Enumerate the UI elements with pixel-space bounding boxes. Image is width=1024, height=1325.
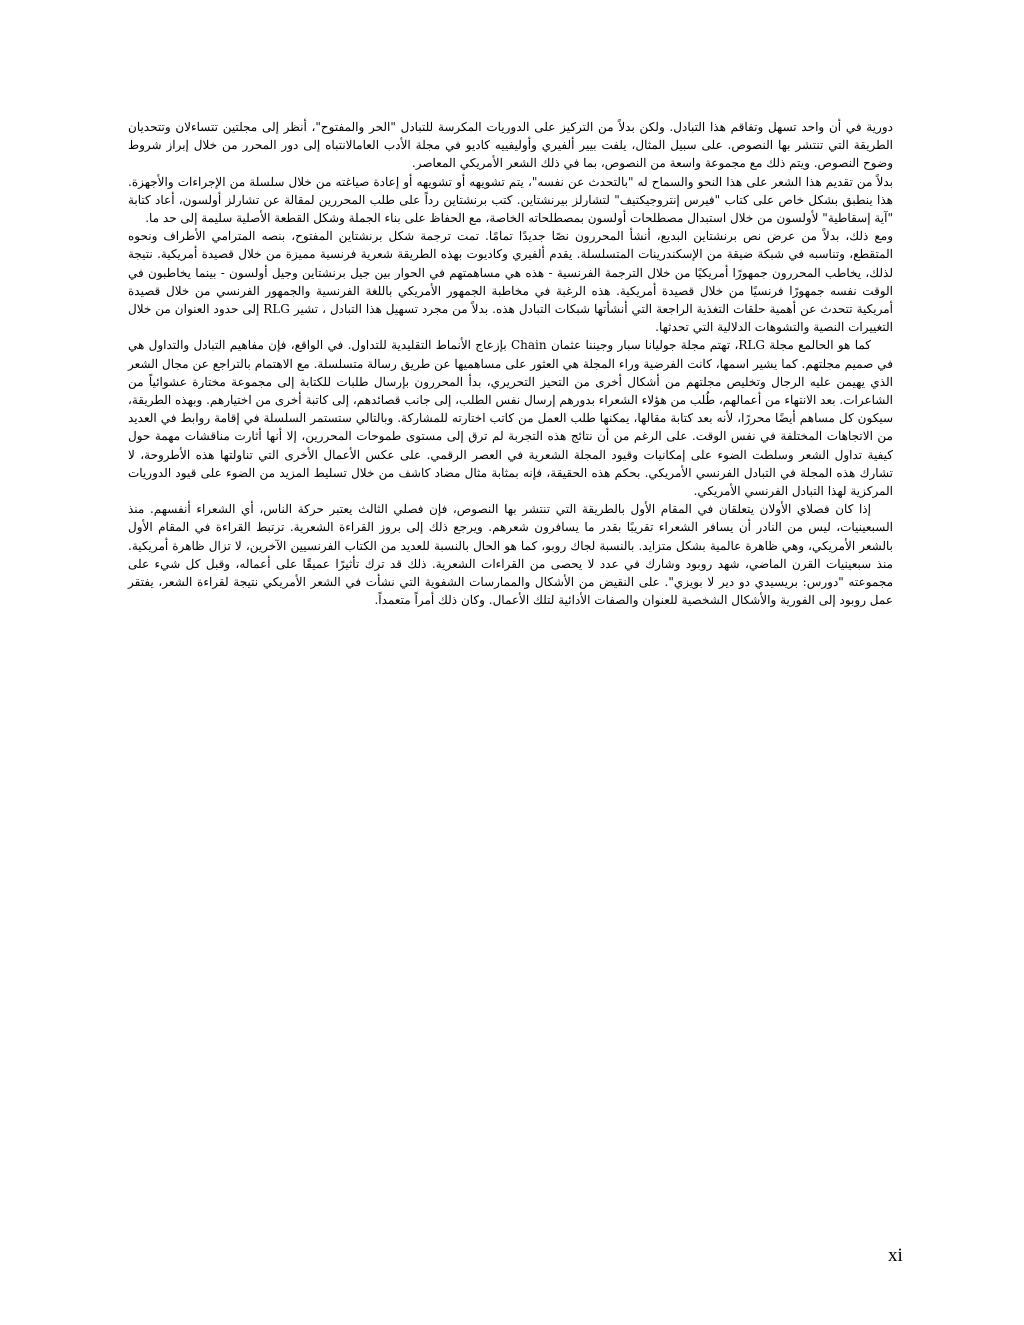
page-number: xi	[888, 1245, 903, 1266]
paragraph-4: كما هو الحالمع مجلة RLG، تهتم مجلة جوليانا سبار وجيننا عثمان Chain بإزعاج الأنماط التقليدية للتداول. في الواقع، فإن مفاهيم التبادل والتداول هي في صميم مجلتهم. كما يشير اسمها، كانت الفرضية وراء المجلة هي العثور على مساهميها عن طريق رسالة متسلسلة. مع الاهتمام بالتراجع عن مجال الشعر الذي يهيمن عليه الرجال وتخليص مجلتهم من أشكال أخرى من التحيز التحريري، بدأ المحررون بإرسال طلبات للكتابة إلى مجموعة مختارة عشوائياً من الشاعرات. بعد الانتهاء من أعمالهم، طُلب من هؤلاء الشعراء بدورهم إرسال نفس الطلب، إلى جانب قصائدهم، إلى كاتبة أخرى من اختيارهم. وبهذه الطريقة، سيكون كل مساهم أيضًا محررًا، لأنه بعد كتابة مقالها، يمكنها طلب العمل من كاتب اختارته للمشاركة. وبالتالي ستستمر السلسلة في إقامة روابط في العديد من الاتجاهات المختلفة في نفس الوقت. على الرغم من أن نتائج هذه التجربة لم ترق إلى مستوى طموحات المحررين، إلا أنها أثارت مناقشات مهمة حول كيفية تداول الشعر وسلطت الضوء على إمكانيات وقيود المجلة الشعرية في العصر الرقمي. على عكس الأعمال الأخرى التي تناولتها هذه الأطروحة، لا تشارك هذه المجلة في التبادل الفرنسي الأمريكي. بحكم هذه الحقيقة، فإنه بمثابة مثال مضاد كاشف من خلال تسليط المزيد من الضوء على قيود الدوريات المركزية لهذا التبادل الفرنسي الأمريكي.	[128, 338, 893, 499]
body-text	[128, 118, 893, 609]
paragraph-3: ومع ذلك، بدلاً من عرض نص برنشتاين البديع، أنشأ المحررون نصًا جديدًا تمامًا. تمت ترجمة شكل برنشتاين المفتوح، بنصه المترامي الأطراف ونحوه المتقطع، وتناسبه في شبكة ضيقة من الإسكندرينات المتسلسلة. يقدم ألفيري وكاديوت بهذه الطريقة شعرية فرنسية مميزة من خلال قصيدة أمريكية. نتيجة لذلك، يخاطب المحررون جمهورًا أمريكيًا من خلال الترجمة الفرنسية - هذه هي مساهمتهم في الحوار بين جيل برنشتاين وجيل أولسون - بينما يخاطبون في الوقت نفسه جمهورًا فرنسيًا من خلال قصيدة أمريكية. هذه الرغبة في مخاطبة الجمهور الأمريكي باللغة الفرنسية والجمهور الفرنسي من خلال قصيدة أمريكية تتحدث عن أهمية حلقات التغذية الراجعة التي أنشأتها شبكات التبادل هذه. بدلاً من مجرد تسهيل هذا التبادل ، تشير RLG إلى حدود العنوان من خلال التغييرات النصية والتشوهات الدلالية التي تحدثها.	[128, 229, 893, 335]
paragraph-5: إذا كان فصلاي الأولان يتعلقان في المقام الأول بالطريقة التي تنتشر بها النصوص، فإن فصلي الثالث يعتبر حركة الناس، أي الشعراء أنفسهم. منذ السبعينيات، ليس من النادر أن يسافر الشعراء تقريبًا بقدر ما يسافرون شعرهم. ويرجع ذلك إلى بروز القراءة الشعرية. ترتبط القراءة في المقام الأول بالشعر الأمريكي، وهي ظاهرة عالمية بشكل متزايد. بالنسبة لجاك روبو، كما هو الحال بالنسبة للعديد من الكتاب الفرنسيين الآخرين، لا تزال ظاهرة أمريكية. منذ سبعينيات القرن الماضي، شهد روبود وشارك في عدد لا يحصى من القراءات الشعرية. ذلك قد ترك تأثيرًا عميقًا على أعماله، وقبل كل شيء على مجموعته "دورس: بريسيدي دو دير لا بويزي". على النقيض من الأشكال والممارسات الشفوية التي نشأت في الشعر الأمريكي نتيجة لقراءة الشعر، يفتقر عمل روبود إلى الفورية والأشكال الشخصية للعنوان والصفات الأدائية لتلك الأعمال. وكان ذلك أمراً متعمداً.	[128, 502, 893, 608]
paragraph-1: دورية في أن واحد تسهل وتفاقم هذا التبادل. ولكن بدلاً من التركيز على الدوريات المكرسة للتبادل "الحر والمفتوح"، أنظر إلى مجلتين تتساءلان وتتحديان الطريقة التي تنتشر بها النصوص. على سبيل المثال، يلفت بيير ألفيري وأوليفييه كاديو في مجلة الأدب العامالانتباه إلى دور المحرر من خلال إبراز شروط وضوح النصوص. ويتم ذلك مع مجموعة واسعة من النصوص، بما في ذلك الشعر الأمريكي المعاصر.	[128, 120, 893, 171]
paragraph-2: بدلاً من تقديم هذا الشعر على هذا النحو والسماح له "بالتحدث عن نفسه"، يتم تشويهه أو تشويهه أو إعادة صياغته من خلال سلسلة من الإجراءات والأجهزة. هذا ينطبق بشكل خاص على كتاب "فيرس إنتروجيكتيف" لتشارلز بيرنشتاين. كتب برنشتاين رداً على طلب المحررين لمقالة عن تشارلز أولسون، أعاد كتابة "آية إسقاطية" لأولسون من خلال استبدال مصطلحات أولسون بمصطلحاته الخاصة، مع الحفاظ على بناء الجملة وشكل القطعة الأصلية سليمة إلى حد ما.	[128, 174, 893, 226]
